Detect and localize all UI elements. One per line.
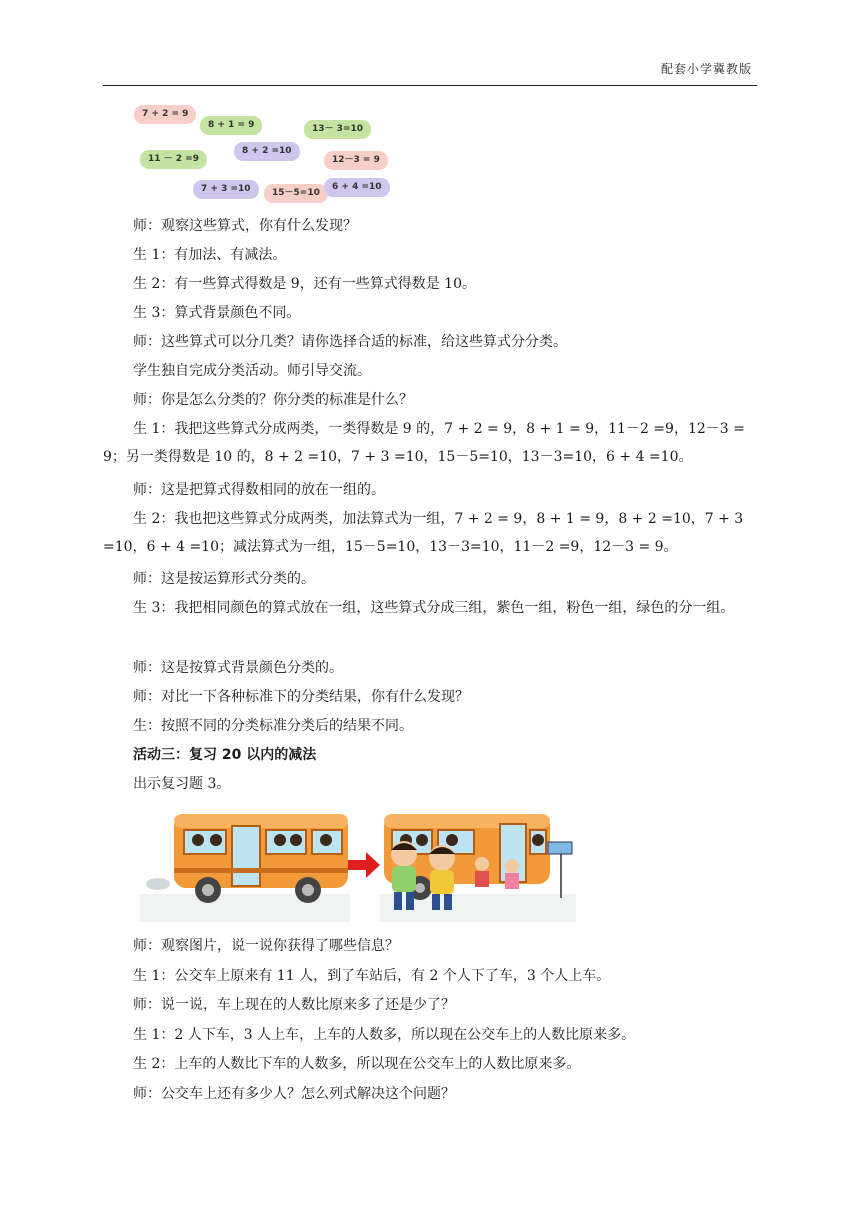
paragraph: 生 2：上车的人数比下车的人数多，所以现在公交车上的人数比原来多。 [133,1056,581,1072]
equation-chip: 13－ 3=10 [304,120,371,139]
paragraph: 生 2：我也把这些算式分成两类，加法算式为一组，7 + 2 = 9，8 + 1 = 9，8 + 2 =10，7 + 3 =10，6 + 4 =10；减法算式为一组，15－5=10，13－3=10，11－2 =9，12－3 = 9。 [103,511,744,555]
paragraph: 学生独自完成分类活动。师引导交流。 [133,363,371,379]
equation-chips [120,98,420,208]
equation-chip: 8 + 2 =10 [234,142,300,161]
equation-chip: 7 + 2 = 9 [134,105,196,124]
equation-chip: 12－3 = 9 [324,151,388,170]
paragraph: 生 1：有加法、有减法。 [133,247,287,263]
paragraph: 师：这是按运算形式分类的。 [133,571,315,587]
paragraph: 师：这是把算式得数相同的放在一组的。 [133,482,385,498]
paragraph: 生 3：算式背景颜色不同。 [133,305,301,321]
paragraph: 师：这是按算式背景颜色分类的。 [133,660,343,676]
paragraph: 师：说一说，车上现在的人数比原来多了还是少了？ [133,997,455,1013]
section-heading: 活动三：复习 20 以内的减法 [133,747,317,763]
paragraph: 生 2：有一些算式得数是 9，还有一些算式得数是 10。 [133,276,476,292]
equation-chip: 15－5=10 [264,184,328,203]
equation-chip: 8 + 1 = 9 [200,116,262,135]
bus-illustration [140,808,580,924]
paragraph: 生：按照不同的分类标准分类后的结果不同。 [133,718,413,734]
paragraph: 师：对比一下各种标准下的分类结果，你有什么发现？ [133,689,469,705]
header-title: 配套小学冀教版 [660,62,752,76]
paragraph: 出示复习题 3。 [133,776,231,792]
paragraph: 师：观察图片，说一说你获得了哪些信息？ [133,938,399,954]
paragraph: 师：你是怎么分类的？你分类的标准是什么？ [133,392,413,408]
equation-chip: 11 － 2 =9 [140,150,207,169]
paragraph: 师：观察这些算式，你有什么发现？ [133,218,357,234]
bus-scene-image [140,808,580,924]
paragraph: 师：公交车上还有多少人？怎么列式解决这个问题？ [133,1086,455,1102]
paragraph: 师：这些算式可以分几类？请你选择合适的标准，给这些算式分分类。 [133,334,567,350]
header-rule [103,85,757,86]
paragraph: 生 1：公交车上原来有 11 人，到了车站后，有 2 个人下了车，3 个人上车。 [133,968,611,984]
equation-chip: 6 + 4 =10 [324,178,390,197]
paragraph: 生 1：我把这些算式分成两类，一类得数是 9 的，7 + 2 = 9，8 + 1 = 9，11－2 =9，12－3 = 9；另一类得数是 10 的，8 + 2 =10，7 + 3 =10，15－5=10，13－3=10，6 + 4 =10。 [103,421,745,465]
paragraph: 生 1：2 人下车，3 人上车，上车的人数多，所以现在公交车上的人数比原来多。 [133,1027,636,1043]
paragraph: 生 3：我把相同颜色的算式放在一组，这些算式分成三组，紫色一组，粉色一组，绿色的分一组。 [133,600,735,616]
equation-chip: 7 + 3 =10 [193,180,259,199]
